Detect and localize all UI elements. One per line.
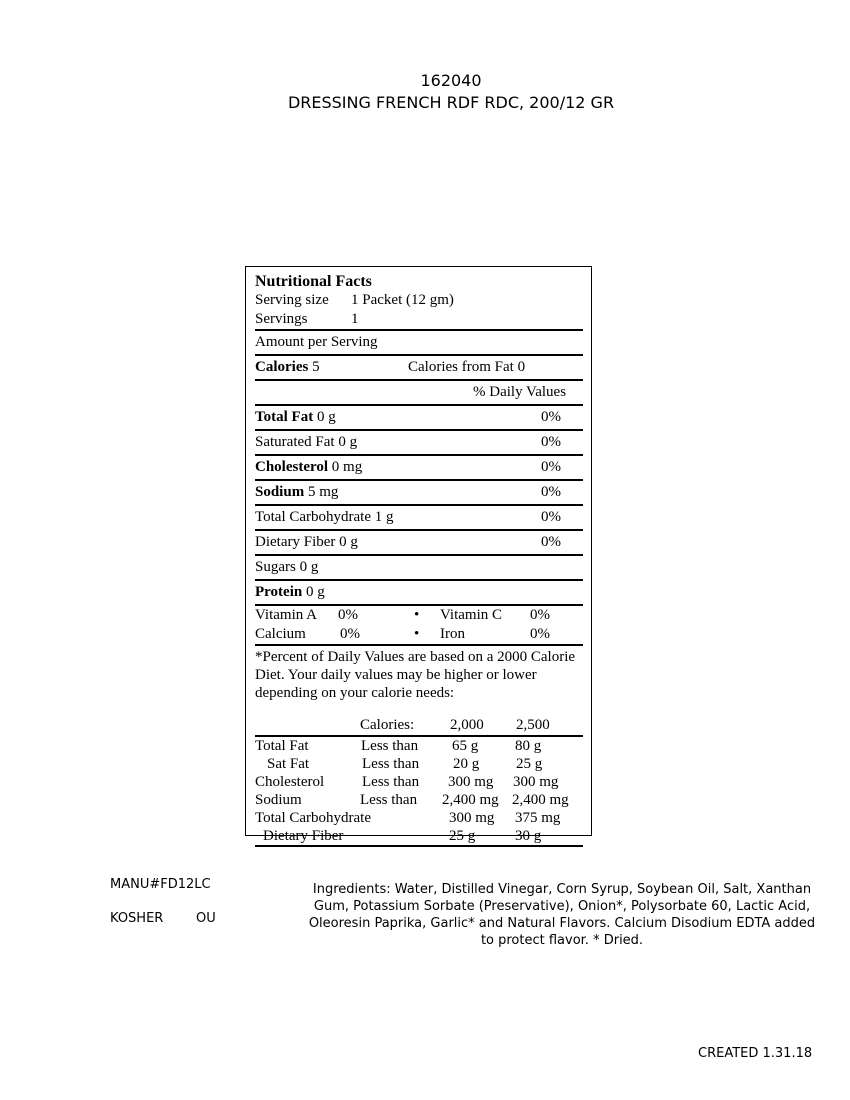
calories-value: 5	[312, 359, 320, 375]
calories-row	[255, 356, 583, 381]
manufacturer-code: MANU#FD12LC	[110, 877, 211, 892]
table-cell-qualifier: Less than	[362, 756, 420, 772]
nutrient-daily-value: 0%	[541, 434, 561, 450]
serving-size-row	[255, 291, 583, 310]
nutrient-amount: 1 g	[374, 509, 394, 525]
table-cell-2500: 80 g	[515, 738, 542, 754]
table-cell-2000: 2,400 mg	[442, 792, 499, 808]
table-cell-2000: 300 mg	[448, 774, 494, 790]
nutrient-row	[255, 456, 583, 481]
nutrient-name: Saturated Fat	[255, 434, 339, 450]
created-date: CREATED 1.31.18	[698, 1046, 813, 1061]
table-cell-nutrient: Cholesterol	[255, 774, 325, 790]
servings-row	[255, 310, 583, 331]
nutrient-row	[255, 431, 583, 456]
nutrient-amount: 0 g	[299, 559, 319, 575]
daily-values-table	[255, 716, 583, 847]
table-cell-nutrient: Sat Fat	[267, 756, 310, 772]
table-cell-2000: 20 g	[453, 756, 480, 772]
document-header	[0, 70, 850, 114]
nutrient-amount: 0 g	[316, 409, 336, 425]
vitamin-row	[255, 606, 583, 625]
table-cell-2000: 25 g	[449, 828, 476, 844]
calcium-label: Calcium	[255, 626, 306, 642]
nutrient-row	[255, 581, 583, 606]
nutrient-row	[255, 506, 583, 531]
nutrient-name: Sodium	[255, 484, 308, 500]
nutrient-amount: 5 mg	[307, 484, 339, 500]
table-cell-nutrient: Total Carbohydrate	[255, 810, 371, 826]
nutrient-daily-value: 0%	[541, 409, 561, 425]
kosher-certification: OU	[196, 911, 216, 926]
table-row	[255, 773, 583, 791]
mineral-row	[255, 625, 583, 646]
nutrient-daily-value: 0%	[541, 484, 561, 500]
table-cell-2000: 300 mg	[449, 810, 495, 826]
nutrient-daily-value: 0%	[541, 509, 561, 525]
iron-label: Iron	[440, 626, 465, 642]
table-row	[255, 791, 583, 809]
nutrient-row	[255, 556, 583, 581]
vitamin-a-label: Vitamin A	[255, 607, 318, 623]
table-cell-2500: 375 mg	[515, 810, 561, 826]
table-cell-2500: 30 g	[515, 828, 542, 844]
vitamin-c-value: 0%	[530, 607, 550, 623]
table-cell-2500: 300 mg	[513, 774, 559, 790]
table-cell-nutrient: Dietary Fiber	[263, 828, 344, 844]
bullet-separator: •	[414, 626, 420, 642]
nutrient-name: Protein	[255, 584, 306, 600]
table-cell-2500: 2,400 mg	[512, 792, 569, 808]
nutrient-name: Cholesterol	[255, 459, 332, 475]
nutrient-daily-value: 0%	[541, 534, 561, 550]
nutrient-daily-value: 0%	[541, 459, 561, 475]
calories-from-fat: Calories from Fat 0	[408, 359, 526, 375]
serving-size-value: 1 Packet (12 gm)	[351, 292, 454, 308]
table-header-calories: Calories:	[360, 717, 415, 733]
table-row	[255, 809, 583, 827]
daily-values-header: % Daily Values	[473, 384, 567, 400]
nutrient-name: Total Carbohydrate	[255, 509, 375, 525]
table-row	[255, 755, 583, 773]
nutrient-amount: 0 g	[338, 434, 358, 450]
table-header	[255, 716, 583, 737]
table-header-2500: 2,500	[516, 717, 550, 733]
serving-size-label: Serving size	[255, 292, 329, 308]
table-cell-qualifier: Less than	[361, 738, 419, 754]
table-cell-nutrient: Sodium	[255, 792, 302, 808]
calories-label: Calories	[255, 359, 313, 375]
nutrient-name: Sugars	[255, 559, 300, 575]
table-cell-2000: 65 g	[452, 738, 479, 754]
nutrient-row	[255, 406, 583, 431]
nutrient-amount: 0 mg	[331, 459, 363, 475]
table-row	[255, 737, 583, 755]
table-cell-qualifier: Less than	[360, 792, 418, 808]
table-header-2000: 2,000	[450, 717, 484, 733]
daily-values-header-row	[255, 381, 583, 406]
nutrient-name: Total Fat	[255, 409, 317, 425]
amount-per-serving: Amount per Serving	[255, 331, 583, 356]
table-row	[255, 827, 583, 847]
vitamin-c-label: Vitamin C	[440, 607, 503, 623]
panel-title: Nutritional Facts	[255, 273, 372, 290]
item-number: 162040	[420, 71, 482, 90]
vitamin-a-value: 0%	[338, 607, 358, 623]
nutrient-row	[255, 481, 583, 506]
table-cell-qualifier: Less than	[362, 774, 420, 790]
bullet-separator: •	[414, 607, 420, 623]
calcium-value: 0%	[340, 626, 360, 642]
product-name: DRESSING FRENCH RDF RDC, 200/12 GR	[287, 93, 615, 112]
servings-label: Servings	[255, 311, 308, 327]
nutrition-facts-panel	[245, 266, 592, 844]
nutrient-row	[255, 531, 583, 556]
nutrient-amount: 0 g	[305, 584, 325, 600]
table-cell-2500: 25 g	[516, 756, 543, 772]
nutrient-name: Dietary Fiber	[255, 534, 340, 550]
servings-value: 1	[351, 311, 359, 327]
ingredients-text: Ingredients: Water, Distilled Vinegar, Corn Syrup, Soybean Oil, Salt, Xanthan Gum, Potassium Sorbate (Preservative), Onion*, Polysorbate 60, Lactic Acid, Oleoresin Paprika, Garlic* and Natural Flavors. Calcium Disodium EDTA added to protect flavor. * Dried.	[308, 882, 816, 948]
kosher-label: KOSHER	[110, 911, 164, 926]
nutrient-amount: 0 g	[339, 534, 358, 550]
daily-values-footnote: *Percent of Daily Values are based on a 2000 Calorie Diet. Your daily values may be higher or lower depending on your calorie needs:	[255, 649, 576, 701]
iron-value: 0%	[530, 626, 550, 642]
table-cell-nutrient: Total Fat	[255, 738, 309, 754]
